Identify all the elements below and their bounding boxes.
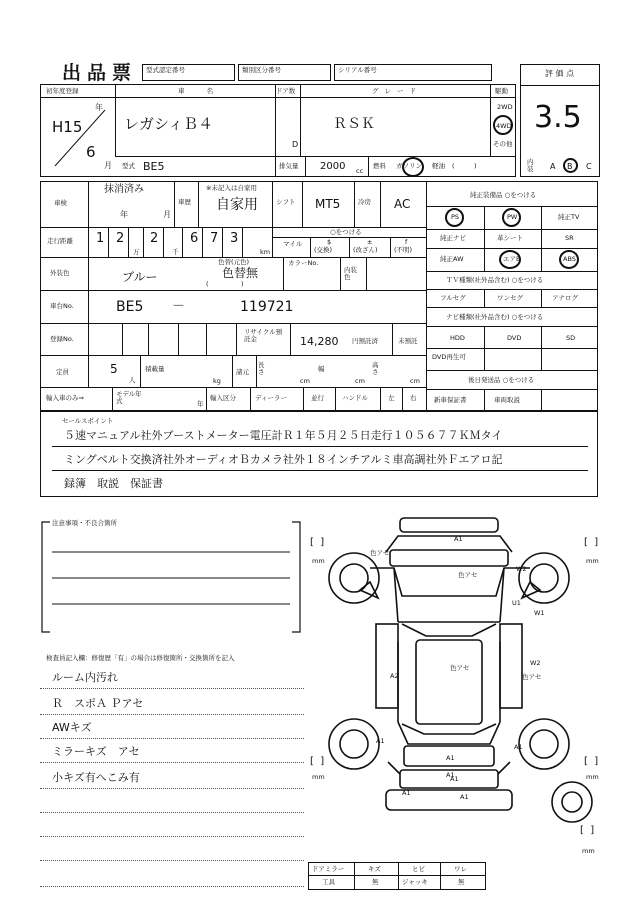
chassis-number: 119721 [240,299,294,315]
navi-sd: SD [566,334,576,342]
mileage-man: 万 [133,248,140,256]
shift-value: MT5 [315,197,341,211]
door-unit: D [292,140,299,149]
bracket-tr: [ ] [584,537,599,548]
model-label: 型式 [122,162,135,170]
fuel-label: 燃料 [373,162,386,170]
equip-abs: ABS [563,255,576,263]
bracket-spare: [ ] [580,825,595,836]
car-name: レガシィＢ４ [124,115,214,133]
mm-label-1: mm [312,557,325,565]
fuel-paren: ( ) [452,162,477,170]
legend-jack-none: 無 [458,878,465,886]
tv-oneseg: ワンセグ [497,294,523,302]
notes-label: 注意事項・不良合箇所 [52,519,117,527]
height-cm: cm [410,377,420,385]
navi-hdd: HDD [450,334,465,342]
length-label: 長さ [258,361,265,376]
interior-b: B [567,162,573,171]
fuel-gas-circle [402,157,424,177]
equip-aw: 純正AW [440,255,464,263]
damage-mark: A1 [454,535,463,543]
model-value: BE5 [143,160,165,173]
interior-a: A [550,162,556,171]
mm-label-3: mm [312,773,325,781]
damage-mark: 色アセ [522,673,542,681]
later-manual: 車両取説 [494,396,520,404]
damage-mark: A1 [446,771,455,779]
load-kg: kg [213,377,221,385]
cc-unit: cc [356,167,364,175]
car-name-label: 車 名 [178,87,224,95]
drive-2wd: 2WD [497,103,513,111]
equip-pw-circle [502,208,521,227]
equip-sr: SR [565,234,574,242]
mileage-digit-6: 3 [230,231,239,246]
mileage-mile: マイル [283,240,303,248]
sales-line-1: ５速マニュアル社外ブーストメーター電圧計Ｒ１年５月２５日走行１０５６７７ＫＭタイ [64,429,503,442]
mileage-circle-note: ○をつける [330,228,362,236]
mileage-opt1: (交換) [314,246,333,254]
chassis-dash: － [172,299,186,314]
legend-break: ワレ [454,865,467,873]
damage-mark: 色アセ [450,664,470,672]
dims-label: 諸元 [236,368,249,376]
equip-leather: 革シート [497,234,523,242]
damage-mark: 色アセ [370,549,390,557]
mileage-opt1-sym: $ [327,238,332,246]
legend-crack: ヒビ [412,865,425,873]
history-note: ※未記入は自家用 [206,184,257,192]
chassis-label: 車台No. [50,302,74,310]
damage-mark: A1 [446,754,455,762]
first-reg-month: 6 [86,143,96,161]
sales-line-3: 録簿 取説 保証書 [64,477,163,490]
inspection-label: 車検 [54,199,67,207]
legend-jack: ジャッキ [402,878,428,886]
mileage-opt3-sym: f [405,238,408,246]
mileage-label: 走行距離 [47,237,73,245]
legend-tools: 工具 [322,878,335,886]
mileage-digit-5: 7 [210,231,219,246]
legend-scratch: キズ [368,865,381,873]
load-label: 積載量 [145,365,165,373]
import-label: 輸入車のみ⇒ [46,394,84,402]
damage-mark: W1 [534,609,545,617]
length-cm: cm [300,377,310,385]
doors-label: ドア数 [276,87,296,95]
width-cm: cm [355,377,365,385]
history-label: 車歴 [178,198,191,206]
tv-fullseg: フルセグ [440,294,466,302]
mm-label-5: mm [582,847,595,855]
inspector-item-5: 小キズ有へこみ有 [52,771,140,784]
mileage-digit-4: 6 [190,231,199,246]
bracket-br: [ ] [584,756,599,767]
displacement-value: 2000 [320,161,346,172]
height-label: 高さ [372,361,379,376]
mm-label-2: mm [586,557,599,565]
inspector-item-1: ルーム内汚れ [52,671,118,684]
interior-color-label: 内装色 [344,266,357,281]
capacity-label: 定員 [56,368,69,376]
repaint-paren: ( ) [206,280,244,288]
width-label: 幅 [318,365,325,373]
color-label: 外装色 [50,269,70,277]
color-no-label: カラーNo. [288,259,319,267]
sales-line-2: ミングベルト交換済社外オーディオＢカメラ社外１８インチアルミ車高調社外Ｆエアロ記 [64,453,503,466]
later-title: 後日発送品 ○をつける [468,376,535,384]
mileage-km: km [260,248,271,256]
displacement-label: 排気量 [279,162,299,170]
tv-type-title: ＴＶ種類(社外品含む) ○をつける [446,276,544,284]
first-reg-label: 初年度登録 [46,87,79,95]
later-warranty: 新車保証書 [434,396,467,404]
recycle-unpaid: 未預託 [398,337,418,345]
import-class-label: 輸入区分 [210,394,236,402]
interior-c: C [586,162,592,171]
navi-type-title: ナビ種類(社外品含む) ○をつける [446,313,544,321]
ac-label: 冷房 [358,198,371,206]
serial-label: シリアル番号 [338,66,377,74]
repaint-label: 色替(元色) [218,258,250,266]
mileage-opt2: (改ざん) [353,246,378,254]
drive-label: 駆動 [495,87,508,95]
month-unit: 月 [104,161,112,170]
interior-b-circle [563,158,578,173]
model-year-label: モデル年式 [116,390,142,405]
first-reg-year: H15 [52,118,83,136]
inspector-label: 検査員記入欄：修復歴「有」の場合は修復箇所・交換箇所を記入 [46,654,235,662]
handle-left: 左 [388,394,395,402]
fuel-light: 軽油 [432,162,445,170]
page-title: 出品票 [62,62,138,84]
inspection-month: 月 [163,210,171,219]
damage-mark: A1 [402,789,411,797]
history-value: 自家用 [216,197,258,213]
mileage-digit-2: 2 [116,231,125,246]
model-year-unit: 年 [197,400,204,408]
handle-right: 右 [410,394,417,402]
bracket-tl: [ ] [310,537,325,548]
damage-mark: W2 [530,659,541,667]
rating-value: 3.5 [534,100,582,135]
drive-4wd: 4WD [496,122,512,130]
recycle-value: 14,280 [300,335,339,348]
dvd-play: DVD再生可 [432,353,466,361]
equip-tv: 純正TV [558,213,580,221]
mileage-opt2-sym: ± [367,238,373,246]
repaint-value: 色替無 [222,266,259,280]
damage-mark: 色アセ [458,571,478,579]
recycle-label: リサイクル預託金 [244,328,283,343]
sales-points-label: セールスポイント [62,417,114,425]
bracket-bl: [ ] [310,756,325,767]
mileage-sen: 千 [172,248,179,256]
inspector-item-2: Ｒ スポＡ Ｐアセ [52,697,144,710]
damage-mark: A1 [460,793,469,801]
equip-airbag-circle [499,250,521,269]
ac-value: AC [394,197,411,211]
navi-dvd: DVD [507,334,522,342]
damage-mark: A1 [514,743,523,751]
grade-label: グレード [372,87,422,95]
drive-other: その他 [493,140,513,148]
equip-abs-circle [559,250,579,269]
shift-label: シフト [276,198,296,206]
category-label: 類別区分番号 [242,66,281,74]
chassis-model: BE5 [116,299,144,315]
mm-label-4: mm [586,773,599,781]
legend-door-mirror: ドアミラー [312,865,345,873]
recycle-paid: 円預託済 [352,337,378,345]
interior-label: 内装 [527,158,534,173]
equipment-title: 純正装備品 ○をつける [470,191,537,199]
damage-mark: U1 [512,599,521,607]
registration-label: 登録No. [50,335,74,343]
equip-navi: 純正ナビ [440,234,466,242]
equip-ps: PS [451,213,460,221]
rating-label: 評 価 点 [545,69,575,78]
damage-mark: A1 [450,775,459,783]
grade-value: ＲＳＫ [333,116,375,132]
inspection-value: 抹消済み [104,184,144,195]
capacity-unit: 人 [129,376,136,384]
mileage-opt3: (不明) [394,246,413,254]
inspector-item-3: AWキズ [52,721,92,734]
damage-mark: A1 [376,737,385,745]
notes-bracket [40,520,302,638]
damage-mark: A2 [390,672,399,680]
damage-mark: W2 [516,565,527,573]
mileage-digit-1: 1 [96,231,105,246]
inspector-item-4: ミラーキズ アセ [52,745,140,758]
year-unit: 年 [95,103,103,112]
fuel-gas: ガソリン [396,162,422,170]
import-dealer: ディーラー [255,394,287,402]
import-parallel: 並行 [311,394,324,402]
type-cert-label: 型式認定番号 [146,66,185,74]
capacity-value: 5 [110,362,118,376]
drive-4wd-circle [493,115,513,135]
equip-ps-circle [445,208,464,227]
equip-pw: PW [507,213,518,221]
inspection-year: 年 [120,210,128,219]
handle-label: ハンドル [342,394,368,402]
color-value: ブルー [122,270,158,284]
equip-airbag: エアB [503,255,521,263]
legend-tools-none: 無 [372,878,379,886]
tv-analog: アナログ [552,294,578,302]
mileage-digit-3: 2 [150,231,159,246]
